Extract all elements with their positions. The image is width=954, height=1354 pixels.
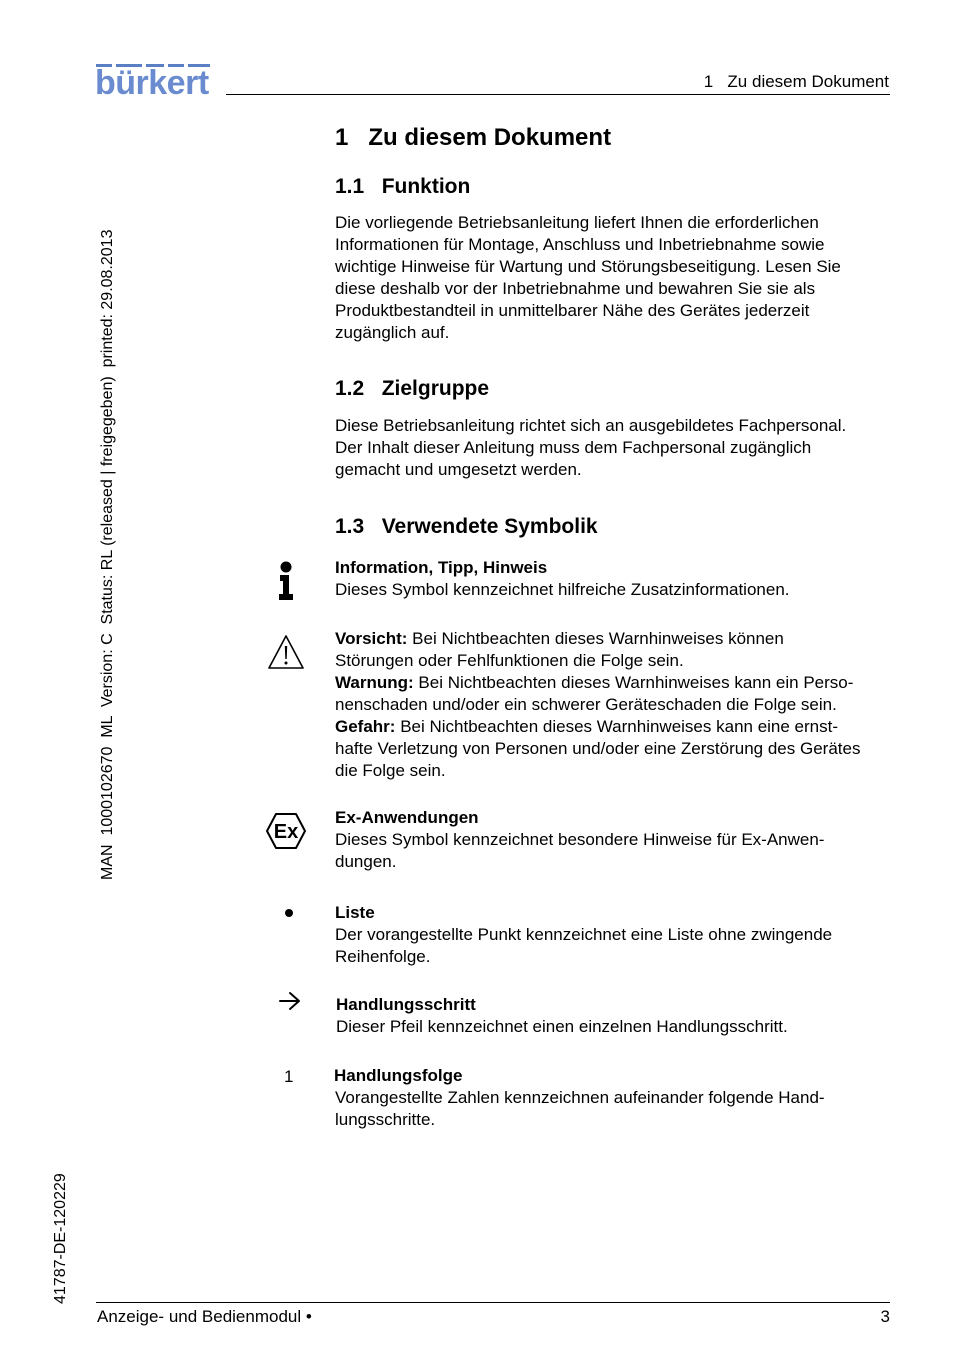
- text-line: diese deshalb vor der Inbetriebnahme und bewahren Sie sie als: [335, 279, 816, 298]
- footer-rule: [96, 1302, 890, 1303]
- step-number-icon: 1: [284, 1067, 294, 1086]
- text-line: Die vorliegende Betriebsanleitung liefert Ihnen die erforderlichen: [335, 213, 819, 232]
- symbol-handlungsschritt-text: Dieser Pfeil kennzeichnet einen einzelnen Handlungsschritt.: [336, 1017, 788, 1036]
- symbol-info-text: Dieses Symbol kennzeichnet hilfreiche Zusatzinformationen.: [335, 580, 790, 599]
- text-span: Bei Nichtbeachten dieses Warnhinweises kann ein Perso-: [413, 673, 854, 692]
- symbol-warning-block: [335, 628, 895, 782]
- label-vorsicht: Vorsicht:: [335, 629, 408, 648]
- warning-triangle-icon: [267, 634, 305, 670]
- warning-warnung-line: [335, 672, 895, 694]
- text-line: gemacht und umgesetzt werden.: [335, 460, 582, 479]
- arrow-right-icon: [278, 991, 302, 1011]
- logo-text: bürkert: [95, 64, 209, 102]
- document-code-vertical: 41787-DE-120229: [52, 1173, 69, 1304]
- symbol-ex-title: Ex-Anwendungen: [335, 808, 479, 827]
- warning-gefahr-line: [335, 716, 895, 738]
- symbol-handlungsfolge-block: [334, 1065, 894, 1131]
- text-line: Produktbestandteil in unmittelbarer Nähe des Gerätes jederzeit: [335, 301, 810, 320]
- text-line: Diese Betriebsanleitung richtet sich an ausgebildetes Fachpersonal.: [335, 416, 847, 435]
- symbol-info-title: Information, Tipp, Hinweis: [335, 558, 548, 577]
- text-line: Störungen oder Fehlfunktionen die Folge sein.: [335, 651, 684, 670]
- burkert-logo: [96, 64, 214, 100]
- chapter-title: 1 Zu diesem Dokument: [335, 124, 612, 151]
- symbol-info-block: [335, 557, 895, 601]
- warning-vorsicht-line: [335, 628, 895, 650]
- svg-text:Ex: Ex: [273, 821, 299, 843]
- text-line: wichtige Hinweise für Wartung und Störungsbeseitigung. Lesen Sie: [335, 257, 841, 276]
- info-icon: [276, 561, 296, 601]
- running-header: 1 Zu diesem Dokument: [703, 72, 889, 91]
- text-line: Der vorangestellte Punkt kennzeichnet eine Liste ohne zwingende: [335, 925, 833, 944]
- ex-hexagon-icon: [265, 812, 307, 850]
- paragraph-zielgruppe: [335, 415, 895, 481]
- section-heading-funktion: 1.1 Funktion: [335, 175, 471, 198]
- document-meta-vertical: MAN 1000102670 ML Version: C Status: RL (released | freigegeben) printed: 29.08.2013: [99, 229, 116, 880]
- text-line: Informationen für Montage, Anschluss und Inbetriebnahme sowie: [335, 235, 825, 254]
- symbol-ex-block: [335, 807, 895, 873]
- bullet-icon: [284, 908, 294, 918]
- section-heading-symbolik: 1.3 Verwendete Symbolik: [335, 515, 598, 538]
- text-line: hafte Verletzung von Personen und/oder eine Zerstörung des Gerätes: [335, 739, 861, 758]
- text-line: dungen.: [335, 852, 397, 871]
- text-span: Bei Nichtbeachten dieses Warnhinweises kann eine ernst-: [395, 717, 839, 736]
- section-heading-zielgruppe: 1.2 Zielgruppe: [335, 377, 490, 400]
- footer-product-name: Anzeige- und Bedienmodul •: [97, 1307, 312, 1326]
- text-line: Vorangestellte Zahlen kennzeichnen aufeinander folgende Hand-: [335, 1088, 825, 1107]
- symbol-liste-block: [335, 902, 895, 968]
- text-line: Der Inhalt dieser Anleitung muss dem Fachpersonal zugänglich: [335, 438, 812, 457]
- symbol-handlungsschritt-title: Handlungsschritt: [336, 995, 476, 1014]
- paragraph-funktion: [335, 212, 895, 344]
- text-line: nenschaden und/oder ein schwerer Geräteschaden die Folge sein.: [335, 695, 837, 714]
- symbol-handlungsfolge-title: Handlungsfolge: [334, 1066, 463, 1085]
- label-gefahr: Gefahr:: [335, 717, 396, 736]
- text-line: die Folge sein.: [335, 761, 446, 780]
- label-warnung: Warnung:: [335, 673, 414, 692]
- text-line: Reihenfolge.: [335, 947, 431, 966]
- text-line: lungsschritte.: [335, 1110, 436, 1129]
- text-line: zugänglich auf.: [335, 323, 450, 342]
- header-rule: [226, 94, 890, 95]
- text-span: Bei Nichtbeachten dieses Warnhinweises können: [407, 629, 784, 648]
- text-line: Dieses Symbol kennzeichnet besondere Hinweise für Ex-Anwen-: [335, 830, 825, 849]
- symbol-handlungsschritt-block: [336, 994, 896, 1038]
- symbol-liste-title: Liste: [335, 903, 375, 922]
- page-number: 3: [880, 1307, 890, 1326]
